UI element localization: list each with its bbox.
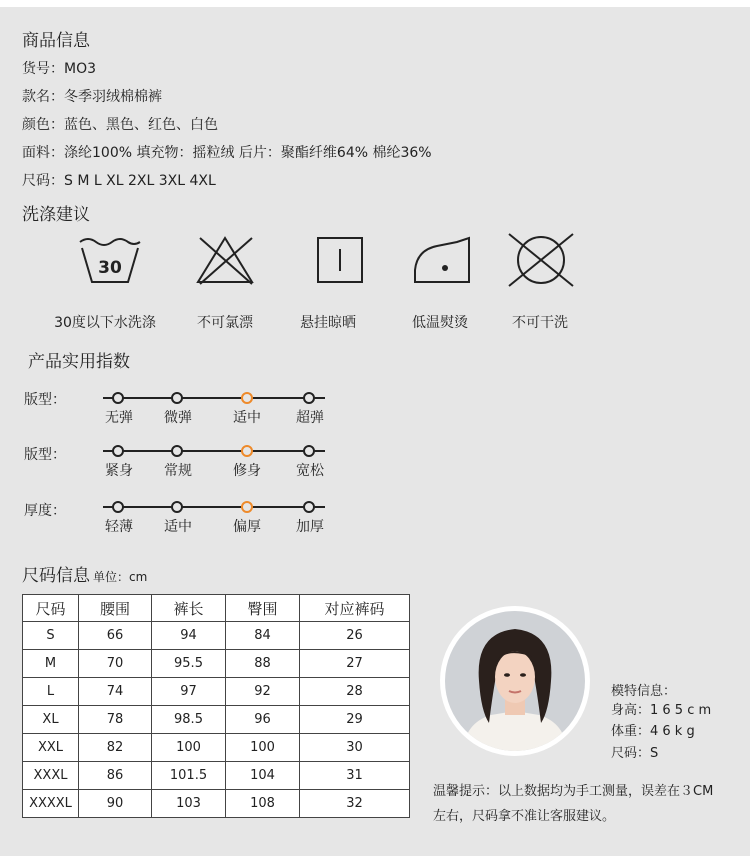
cell-hip: 108 [226,790,300,818]
cell-size: XXXL [23,762,79,790]
model-portrait-icon [445,611,585,751]
column-header: 臀围 [226,595,300,622]
care-item-no-dry-clean [485,232,595,331]
cell-pant-size: 31 [300,762,410,790]
scale-track [103,450,325,452]
item-sizes: 尺码：S M L XL 2XL 3XL 4XL [22,173,216,189]
scale-option: 紧身 [105,463,133,479]
cell-pant-size: 30 [300,734,410,762]
table-row [23,762,410,790]
scale-dot-selected [241,445,253,457]
column-header: 尺码 [23,595,79,622]
item-number: 货号：MO3 [22,61,97,77]
cell-hip: 104 [226,762,300,790]
care-label-no-dry-clean: 不可干洗 [512,315,568,331]
cell-length: 98.5 [152,706,226,734]
table-row [23,678,410,706]
cell-length: 97 [152,678,226,706]
no-dry-clean-icon [495,232,585,288]
care-item-iron [385,232,495,331]
model-weight: 体重：4 6 k g [611,724,695,739]
cell-hip: 88 [226,650,300,678]
scale-option: 宽松 [296,463,324,479]
cell-hip: 100 [226,734,300,762]
cell-waist: 78 [79,706,152,734]
scale-dot [112,392,124,404]
care-item-hang-dry [273,232,383,331]
scale-thickness [100,500,330,540]
scale-option: 常规 [164,463,192,479]
scale-option: 加厚 [296,519,324,535]
cell-waist: 66 [79,622,152,650]
cell-pant-size: 32 [300,790,410,818]
cell-size: L [23,678,79,706]
cell-length: 95.5 [152,650,226,678]
table-row [23,706,410,734]
care-label-wash: 30度以下水洗涤 [54,315,156,331]
tip-line-2: 左右，尺码拿不准让客服建议。 [433,809,616,824]
cell-waist: 86 [79,762,152,790]
scale-track [103,397,325,399]
size-table [22,594,410,818]
wash-30-icon [60,232,150,288]
top-strip [0,0,750,7]
care-label-no-bleach: 不可氯漂 [197,315,253,331]
column-header: 对应裤码 [300,595,410,622]
scale-option: 超弹 [296,410,324,426]
size-unit: 单位：cm [93,570,148,584]
cell-length: 94 [152,622,226,650]
care-title: 洗涤建议 [22,205,90,225]
cell-pant-size: 27 [300,650,410,678]
cell-waist: 82 [79,734,152,762]
table-row [23,650,410,678]
cell-size: XXL [23,734,79,762]
hang-dry-icon [283,232,373,288]
model-size: 尺码：S [611,746,659,761]
cell-length: 101.5 [152,762,226,790]
size-info-header [22,561,147,586]
cell-length: 103 [152,790,226,818]
column-header: 裤长 [152,595,226,622]
low-iron-icon [395,232,485,288]
scale-option: 偏厚 [233,519,261,535]
model-photo [445,611,585,751]
scale-stretch [100,391,330,431]
cell-hip: 84 [226,622,300,650]
cell-waist: 90 [79,790,152,818]
cell-pant-size: 28 [300,678,410,706]
scale-option: 修身 [233,463,261,479]
care-item-no-bleach [170,232,280,331]
cell-waist: 74 [79,678,152,706]
table-row [23,734,410,762]
cell-pant-size: 29 [300,706,410,734]
scale-dot [112,501,124,513]
scale-option: 轻薄 [105,519,133,535]
scale-option: 适中 [233,410,261,426]
cell-pant-size: 26 [300,622,410,650]
practical-title: 产品实用指数 [28,352,130,372]
care-label-hang-dry: 悬挂晾晒 [300,315,356,331]
cell-length: 100 [152,734,226,762]
size-info-title: 尺码信息 [22,566,90,586]
scale-dot [303,392,315,404]
model-height: 身高：1 6 5 c m [611,703,712,718]
scale-label-stretch: 版型： [24,392,66,408]
cell-size: XL [23,706,79,734]
table-row [23,790,410,818]
scale-dot [171,501,183,513]
item-fabric: 面料：涤纶100% 填充物：摇粒绒 后片：聚酯纤维64% 棉纶36% [22,145,432,161]
cell-hip: 96 [226,706,300,734]
care-item-wash [50,232,160,331]
scale-option: 微弹 [164,410,192,426]
tip-line-1: 温馨提示：以上数据均为手工测量，误差在３CM [433,784,714,799]
scale-dot [112,445,124,457]
scale-option: 适中 [164,519,192,535]
item-name: 款名：冬季羽绒棉棉裤 [22,89,162,105]
scale-dot-selected [241,392,253,404]
scale-dot [303,501,315,513]
scale-label-fit: 版型： [24,447,66,463]
care-label-iron: 低温熨烫 [412,315,468,331]
scale-label-thickness: 厚度： [24,503,66,519]
model-avatar [440,606,590,756]
scale-fit [100,444,330,484]
product-info-title: 商品信息 [22,31,90,51]
no-bleach-icon [180,232,270,288]
table-row [23,622,410,650]
model-info-title: 模特信息： [611,684,677,699]
scale-dot [171,392,183,404]
scale-track [103,506,325,508]
cell-size: M [23,650,79,678]
scale-option: 无弹 [105,410,133,426]
cell-size: S [23,622,79,650]
cell-waist: 70 [79,650,152,678]
cell-hip: 92 [226,678,300,706]
table-header-row [23,595,410,622]
item-colors: 颜色：蓝色、黑色、红色、白色 [22,117,218,133]
scale-dot [303,445,315,457]
scale-dot [171,445,183,457]
column-header: 腰围 [79,595,152,622]
scale-dot-selected [241,501,253,513]
cell-size: XXXXL [23,790,79,818]
svg-text:30: 30 [98,258,122,278]
